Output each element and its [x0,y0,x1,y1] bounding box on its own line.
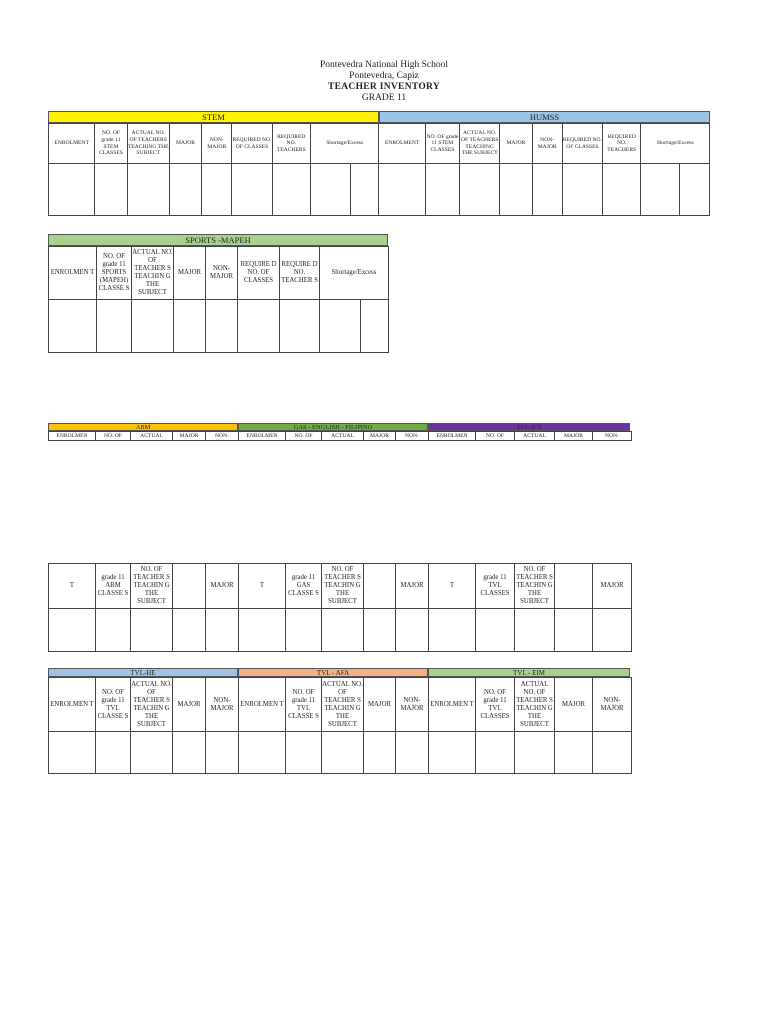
tvl-ict-band: TVL-ICT [428,423,630,431]
col-header: ACTUAL [322,432,364,441]
col-header: NO. OF [96,432,131,441]
col-header: ENROLMENT [49,124,95,164]
table-cell[interactable] [593,732,632,774]
table-row [49,300,389,353]
col-header: MAJOR [173,678,206,732]
document-title: TEACHER INVENTORY [327,82,440,92]
tvl-he-afa-eim-table [48,677,632,774]
table-cell[interactable] [396,609,429,652]
col-header: ENROLMEN T [239,678,286,732]
tvl-eim-band: TVL - EIM [428,668,630,677]
col-header: NO. OF grade 11 STEM CLASSES [425,124,459,164]
table-cell[interactable] [49,732,96,774]
table-cell[interactable] [238,300,280,353]
table-cell[interactable] [532,164,562,216]
col-header: NO. OF [286,432,322,441]
col-header: NON-MAJOR [593,678,632,732]
table-cell[interactable] [310,164,350,216]
col-header: Shortage/Excess [310,124,379,164]
table-cell[interactable] [515,732,555,774]
col-header: MAJOR [364,432,396,441]
table-cell[interactable] [169,164,201,216]
table-cell[interactable] [351,164,379,216]
table-cell[interactable] [641,164,679,216]
col-header: ENROLMEN T [49,247,97,300]
col-header: ACTUAL NO. OF TEACHER S TEACHIN G THE SUBJECT [515,678,555,732]
table-cell[interactable] [206,300,238,353]
col-header: MAJOR [593,564,632,609]
grade-label: GRADE 11 [361,93,407,103]
table-cell[interactable] [206,732,239,774]
col-header: T [429,564,476,609]
table-cell[interactable] [127,164,169,216]
abm-gas-ict-table [48,563,632,652]
col-header: REQUIRED NO. OF CLASSES [562,124,602,164]
tvl-he-band: TVL-HE [48,668,238,677]
col-header: NON-MAJOR [532,124,562,164]
table-cell[interactable] [49,164,95,216]
table-cell[interactable] [429,732,476,774]
col-header: REQUIRED NO. TEACHERS [603,124,641,164]
col-header: NON- [206,432,239,441]
col-header [173,564,206,609]
table-cell[interactable] [49,300,97,353]
table-row [49,164,710,216]
table-cell[interactable] [515,609,555,652]
gas-band: GAS - ENGLISH - FILIPINO [238,423,428,431]
col-header: NO. OF TEACHER S TEACHIN G THE SUBJECT [131,564,173,609]
col-header: ENROLMENT [379,124,425,164]
col-header: grade 11 ABM CLASSE S [96,564,131,609]
table-cell[interactable] [286,732,322,774]
continuation-header-row [49,564,632,609]
col-header: NON-MAJOR [202,124,232,164]
table-cell[interactable] [603,164,641,216]
table-cell[interactable] [286,609,322,652]
table-cell[interactable] [379,164,425,216]
col-header: ENROLMEN [49,432,96,441]
document-header [0,60,768,104]
col-header: ACTUAL [515,432,555,441]
table-cell[interactable] [232,164,272,216]
stem-humss-table [48,123,710,216]
table-cell[interactable] [95,164,127,216]
table-cell[interactable] [562,164,602,216]
col-header: NO. OF [476,432,515,441]
col-header: MAJOR [364,678,396,732]
col-header: MAJOR [206,564,239,609]
table-cell[interactable] [132,300,174,353]
col-header: NO. OF grade 11 TVL CLASSES [476,678,515,732]
table-cell[interactable] [280,300,320,353]
table-cell[interactable] [500,164,532,216]
col-header: MAJOR [500,124,532,164]
col-header: REQUIRED NO. TEACHERS [272,124,310,164]
col-header: REQUIRE D NO. OF CLASSES [238,247,280,300]
col-header: MAJOR [169,124,201,164]
col-header: grade 11 TVL CLASSES [476,564,515,609]
table-cell[interactable] [593,609,632,652]
col-header [555,564,593,609]
col-header: MAJOR [396,564,429,609]
table-cell[interactable] [202,164,232,216]
col-header: MAJOR [555,432,593,441]
stem-humss-header-row [49,124,710,164]
table-cell[interactable] [476,609,515,652]
table-cell[interactable] [364,609,396,652]
col-header: ACTUAL NO. OF TEACHERS TEACHING THE SUBJECT [127,124,169,164]
school-location: Pontevedra, Capiz [349,71,419,81]
sports-mapeh-table [48,246,389,353]
table-cell[interactable] [173,732,206,774]
col-header: MAJOR [555,678,593,732]
table-row [49,609,632,652]
col-header: NON- [593,432,632,441]
col-header: NO. OF grade 11 TVL CLASSE S [286,678,322,732]
table-cell[interactable] [174,300,206,353]
table-cell[interactable] [429,609,476,652]
table-cell[interactable] [206,609,239,652]
table-cell[interactable] [425,164,459,216]
table-cell[interactable] [49,609,96,652]
table-row [49,732,632,774]
abm-band: ABM [48,423,238,431]
table-cell[interactable] [364,732,396,774]
col-header: ACTUAL NO. OF TEACHER S TEACHIN G THE SUBJECT [131,678,173,732]
col-header: NO. OF grade 11 TVL CLASSE S [96,678,131,732]
table-cell[interactable] [96,609,131,652]
col-header: T [49,564,96,609]
table-cell[interactable] [97,300,132,353]
sports-header-row [49,247,389,300]
col-header: NO. OF grade 11 SPORTS (MAPEH) CLASSE S [97,247,132,300]
col-header: REQUIRED NO. OF CLASSES [232,124,272,164]
table-cell[interactable] [396,732,429,774]
table-cell[interactable] [239,609,286,652]
col-header: REQUIRE D NO. TEACHER S [280,247,320,300]
table-cell[interactable] [322,609,364,652]
col-header: ENROLMEN T [429,678,476,732]
col-header: NO. OF TEACHER S TEACHIN G THE SUBJECT [322,564,364,609]
table-cell[interactable] [555,609,593,652]
col-header: NON-MAJOR [396,678,429,732]
col-header: NON-MAJOR [206,678,239,732]
table-cell[interactable] [239,732,286,774]
col-header: NO. OF grade 11 STEM CLASSES [95,124,127,164]
col-header: ACTUAL [131,432,173,441]
table-cell[interactable] [131,609,173,652]
sports-mapeh-band: SPORTS -MAPEH [48,234,388,246]
table-cell[interactable] [131,732,173,774]
table-cell[interactable] [320,300,361,353]
col-header: T [239,564,286,609]
table-cell[interactable] [272,164,310,216]
table-cell[interactable] [679,164,709,216]
humss-band: HUMSS [379,111,710,123]
table-cell[interactable] [460,164,500,216]
tvl-header-row [49,678,632,732]
col-header: Shortage/Excess [320,247,389,300]
table-cell[interactable] [361,300,389,353]
col-header: ENROLMEN [429,432,476,441]
stem-band: STEM [48,111,379,123]
col-header [364,564,396,609]
table-cell[interactable] [476,732,515,774]
col-header: NO. OF TEACHER S TEACHIN G THE SUBJECT [515,564,555,609]
col-header: grade 11 GAS CLASSE S [286,564,322,609]
table-cell[interactable] [173,609,206,652]
col-header: ENROLMEN [239,432,286,441]
abm-gas-ict-header-table [48,431,632,441]
table-cell[interactable] [322,732,364,774]
col-header: Shortage/Excess [641,124,710,164]
col-header: ENROLMEN T [49,678,96,732]
school-name: Pontevedra National High School [320,60,448,70]
tvl-afa-band: TVL - AFA [238,668,428,677]
table-cell[interactable] [96,732,131,774]
col-header: ACTUAL NO. OF TEACHER S TEACHIN G THE SUBJECT [132,247,174,300]
col-header: NON- [396,432,429,441]
col-header: MAJOR [173,432,206,441]
col-header: MAJOR [174,247,206,300]
col-header: NON-MAJOR [206,247,238,300]
thin-header-row [49,432,632,441]
table-cell[interactable] [555,732,593,774]
col-header: ACTUAL NO. OF TEACHER S TEACHIN G THE SUBJECT [322,678,364,732]
col-header: ACTUAL NO. OF TEACHERS TEACHING THE SUBJECT [460,124,500,164]
